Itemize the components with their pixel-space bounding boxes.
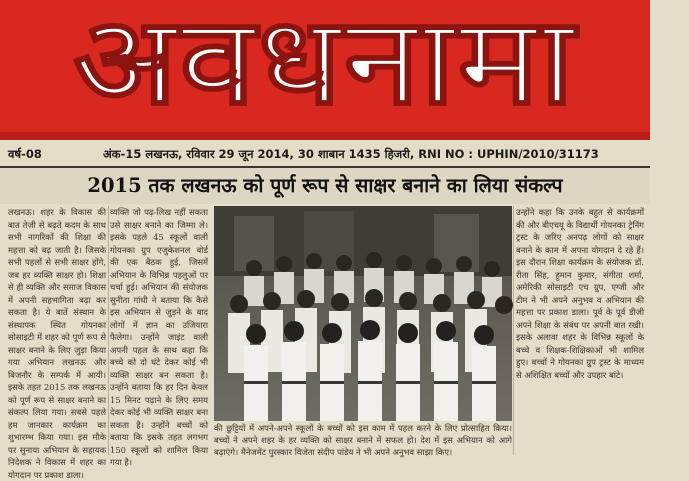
article-column-2 bbox=[110, 206, 208, 467]
column-divider bbox=[513, 206, 514, 455]
article-text: व्यक्ति जो पढ़-लिख नहीं सकता उसे साक्षर बनाने का जिम्मा ले। इसके पहले 45 स्कूलों वाली गोयनका ग्रुप एजुकेशनल बोर्ड की एक बैठक हुई, जिसमें अभियान के विभिन्न पहलुओं पर चर्चा हुई। अभियान की संयोजक सुनीता गांधी ने बताया कि कैसे इस अभियान से जुड़ने के बाद लोगों में ज्ञान का उजियारा फैलेगा। उन्होंने जाइंट वाली अपनी पहल के साथ कहा कि बच्चे को दो घंटे देकर कोई भी व्यक्ति साक्षर बन सकता है। उन्होंने बताया कि हर दिन केवल 15 मिनट पढ़ाने के लिए समय देकर कोई भी व्यक्ति साक्षर बना सकता है। उन्होंने बच्चों को बताया कि इसके तहत लगभग 150 स्कूलों को शामिल किया गया है। bbox=[110, 207, 208, 467]
column-divider bbox=[108, 206, 109, 455]
newspaper-title: अवधनामा bbox=[73, 0, 577, 132]
masthead-edge bbox=[0, 132, 650, 140]
news-photo bbox=[214, 206, 512, 421]
headline: 2015 तक लखनऊ को पूर्ण रूप से साक्षर बनाने का लिया संकल्प bbox=[0, 168, 650, 204]
issue-info-bar bbox=[0, 142, 650, 168]
article-text: लखनऊ। शहर के विकास की बात तेजी से बढ़ते कदम के साथ सभी नागरिकों की शिक्षा की महत्ता को बढ़ जाती है। जिसके सभी पहलों से सभी साक्षर होंगे, जब हर व्यक्ति साक्षर हो। शिक्षा से ही व्यक्ति और समाज विकास में अपनी सहभागिता बढ़ा कर सकता है। ये बातें संस्थान के संस्थापक स्थित गोयनका सोसाइटी में शहर को पूर्ण रूप से साक्षर बनाने के लिए जुड़ा किया गया अभियान लखनऊ और बिजनौर के सम्पर्क में आयी। इसके तहत 2015 तक लखनऊ को पूर्ण रूप से साक्षर बनाने का संकल्प लिया गया। सबसे पहले हम जानकार कार्यक्रम का शुभारम्भ किया गया। इस मौके पर सुनाया अभियान के सहायक निदेशक ने विकास में शहर का योगदान पर प्रकाश डाला। bbox=[8, 207, 106, 480]
group-photo-students bbox=[214, 206, 512, 421]
article-text: उन्होंने कहा कि उनके बहुत से कार्यक्रमों की और बीएचयू के विद्यार्थी गोयनका ट्रेनिंग ट्रस्ट के जरिए अनपढ़ लोगों को साक्षर बनाने के काम में अपना योगदान दे रहे हैं। इस दौरान शिक्षा कार्यक्रम के संयोजक डॉ. रीता सिंह, हुमान कुमार, संगीता शर्मा, अमेरिकी सोसाइटी एच ग्रुप, एग्जी और टीम ने भी अपने अनुभव व अभियान की महत्ता पर प्रकाश डाला। पूर्व के पूर्व डीजी अपने शिक्षा के संबंध पर अपनी बात रखी। इसके अलावा शहर के विभिन्न स्कूलों के बच्चे व शिक्षक-शिक्षिकाओं भी शामिल हुए। बच्चों ने गोयनका ग्रुप ट्रस्ट के माध्यम से अशिक्षित बच्चों और उपहार बांटे। bbox=[516, 207, 644, 380]
article-text: की छुट्टियों में अपने-अपने स्कूलों के बच्चों को इस काम में पहल करने के लिए प्रोत्साहित किया। बच्चों ने अपने शहर के हर व्यक्ति को साक्षर बनाने में सफल हो। देश में इस अभियान को आगे बढ़ाएंगे। मैनेजमेंट पुरस्कार विजेता संदीप पांडेय ने भी अपने अनुभव साझा किए। bbox=[214, 423, 512, 457]
masthead bbox=[0, 0, 650, 140]
article-column-1 bbox=[8, 206, 106, 480]
volume-year: वर्ष-08 bbox=[8, 146, 42, 161]
issue-date-line: अंक-15 लखनऊ, रविवार 29 जून 2014, 30 शाबान 1435 हिजरी, RNI NO : UPHIN/2010/31173 bbox=[103, 146, 599, 161]
article-continuation bbox=[214, 422, 512, 455]
article-column-3 bbox=[516, 206, 644, 455]
